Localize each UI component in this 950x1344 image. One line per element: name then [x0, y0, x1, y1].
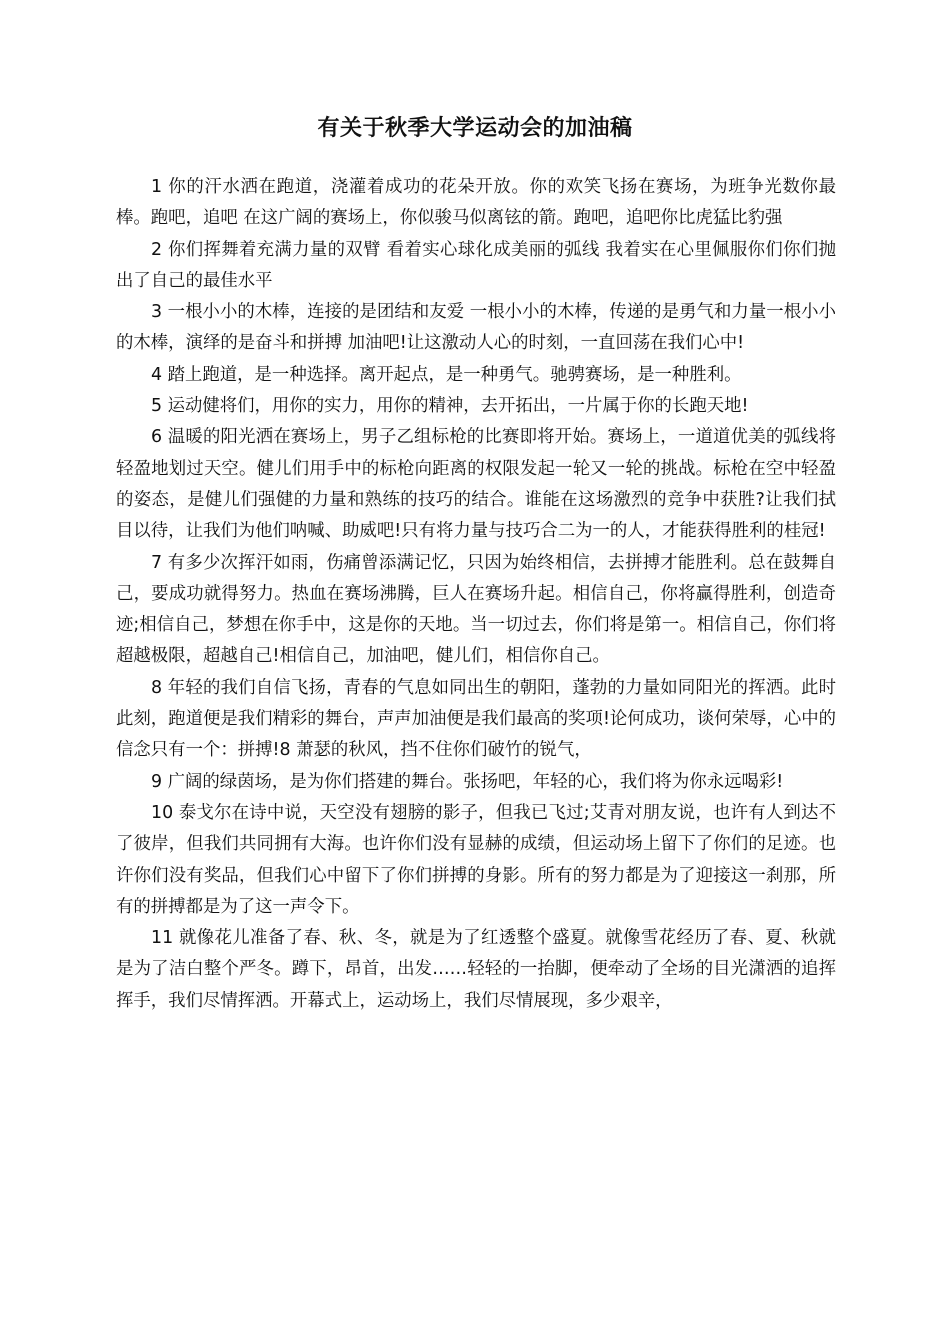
- paragraph-1: 1 你的汗水洒在跑道，浇灌着成功的花朵开放。你的欢笑飞扬在赛场，为班争光数你最棒。跑吧，追吧 在这广阔的赛场上，你似骏马似离铉的箭。跑吧，追吧你比虎猛比豹强: [116, 177, 836, 229]
- paragraph-7: 7 有多少次挥汗如雨，伤痛曾添满记忆，只因为始终相信，去拼搏才能胜利。总在鼓舞自己，要成功就得努力。热血在赛场沸腾，巨人在赛场升起。相信自己，你将赢得胜利，创造奇迹;相信自己，梦想在你手中，这是你的天地。当一切过去，你们将是第一。相信自己，你们将超越极限，超越自己!相信自己，加油吧，健儿们，相信你自己。: [116, 552, 836, 667]
- paragraph-3: 3 一根小小的木棒，连接的是团结和友爱 一根小小的木棒，传递的是勇气和力量一根小小的木棒，演绎的是奋斗和拼搏 加油吧!让这激动人心的时刻，一直回荡在我们心中!: [116, 302, 836, 354]
- paragraph-8: 8 年轻的我们自信飞扬，青春的气息如同出生的朝阳，蓬勃的力量如同阳光的挥洒。此时此刻，跑道便是我们精彩的舞台，声声加油便是我们最高的奖项!论何成功，谈何荣辱，心中的信念只有一个：拼搏!8 萧瑟的秋风，挡不住你们破竹的锐气，: [116, 677, 836, 761]
- document-title: 有关于秋季大学运动会的加油稿: [317, 116, 633, 141]
- paragraph-5: 5 运动健将们，用你的实力，用你的精神，去开拓出，一片属于你的长跑天地!: [151, 396, 749, 417]
- document-body: [116, 172, 836, 1017]
- paragraph-9: 9 广阔的绿茵场，是为你们搭建的舞台。张扬吧，年轻的心，我们将为你永远喝彩!: [151, 771, 784, 792]
- paragraph-10: 10 泰戈尔在诗中说，天空没有翅膀的影子，但我已飞过;艾青对朋友说，也许有人到达不了彼岸，但我们共同拥有大海。也许你们没有显赫的成绩，但运动场上留下了你们的足迹。也许你们没有奖品，但我们心中留下了你们拼搏的身影。所有的努力都是为了迎接这一刹那，所有的拼搏都是为了这一声令下。: [116, 802, 836, 917]
- paragraph-2: 2 你们挥舞着充满力量的双臂 看着实心球化成美丽的弧线 我着实在心里佩服你们你们抛出了自己的最佳水平: [116, 239, 836, 291]
- paragraph-11: 11 就像花儿准备了春、秋、冬，就是为了红透整个盛夏。就像雪花经历了春、夏、秋就是为了洁白整个严冬。蹲下，昂首，出发……轻轻的一抬脚，便牵动了全场的目光潇洒的追挥挥手，我们尽情挥洒。开幕式上，运动场上，我们尽情展现，多少艰辛，: [116, 928, 836, 1011]
- paragraph-4: 4 踏上跑道，是一种选择。离开起点，是一种勇气。驰骋赛场，是一种胜利。: [151, 364, 742, 385]
- paragraph-6: 6 温暖的阳光洒在赛场上，男子乙组标枪的比赛即将开始。赛场上，一道道优美的弧线将轻盈地划过天空。健儿们用手中的标枪向距离的权限发起一轮又一轮的挑战。标枪在空中轻盈的姿态，是健儿们强健的力量和熟练的技巧的结合。谁能在这场激烈的竞争中获胜?让我们拭目以待，让我们为他们呐喊、助威吧!只有将力量与技巧合二为一的人，才能获得胜利的桂冠!: [116, 427, 836, 542]
